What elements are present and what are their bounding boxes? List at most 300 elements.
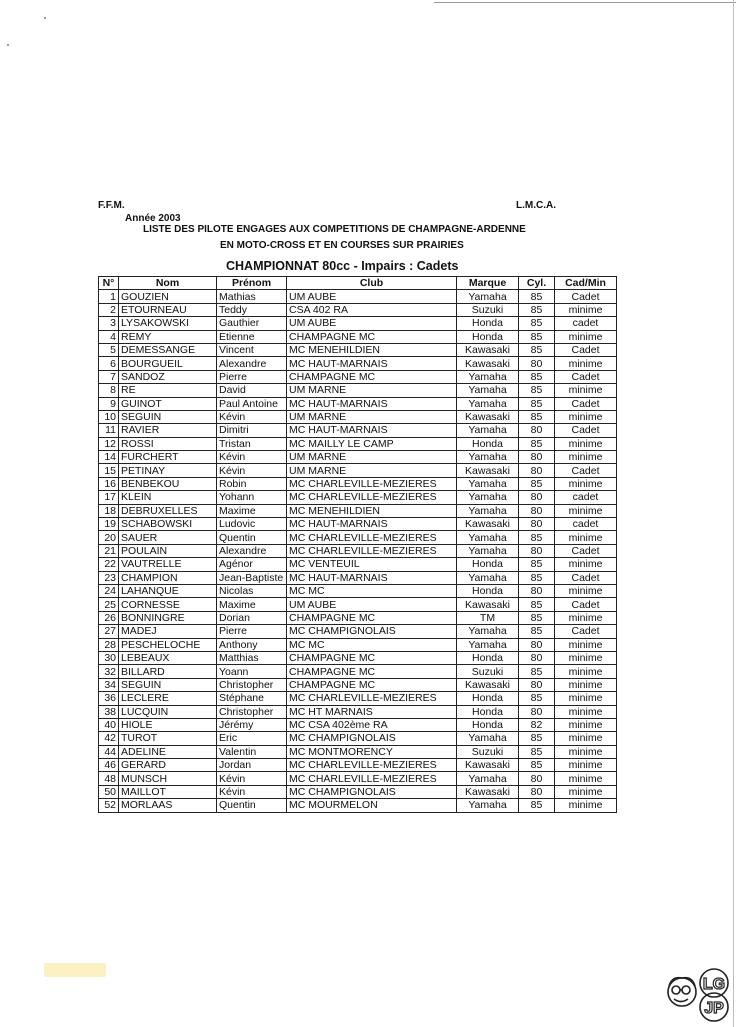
table-row — [99, 544, 617, 557]
rider-name: VAUTRELLE — [119, 558, 217, 571]
rider-club: UM AUBE — [287, 290, 457, 303]
table-row — [99, 718, 617, 731]
rider-category: minime — [555, 384, 617, 397]
rider-club: CHAMPAGNE MC — [287, 665, 457, 678]
rider-number: 50 — [99, 785, 119, 798]
rider-name: PETINAY — [119, 464, 217, 477]
bike-displacement: 85 — [519, 477, 555, 490]
rider-number: 7 — [99, 370, 119, 383]
rider-firstname: Dorian — [217, 611, 287, 624]
column-header-number: N° — [99, 277, 119, 290]
bike-displacement: 80 — [519, 424, 555, 437]
rider-number: 42 — [99, 732, 119, 745]
bike-displacement: 85 — [519, 732, 555, 745]
watermark-logo — [662, 966, 732, 1022]
rider-name: SAUER — [119, 531, 217, 544]
bike-displacement: 85 — [519, 317, 555, 330]
rider-name: LYSAKOWSKI — [119, 317, 217, 330]
rider-category: minime — [555, 718, 617, 731]
rider-number: 32 — [99, 665, 119, 678]
bike-brand: Honda — [457, 558, 519, 571]
rider-club: MC HAUT-MARNAIS — [287, 518, 457, 531]
bike-displacement: 80 — [519, 544, 555, 557]
table-row — [99, 799, 617, 812]
table-row — [99, 571, 617, 584]
rider-name: MORLAAS — [119, 799, 217, 812]
bike-displacement: 85 — [519, 571, 555, 584]
column-header-name: Nom — [119, 277, 217, 290]
rider-number: 19 — [99, 518, 119, 531]
table-row — [99, 343, 617, 356]
rider-name: TUROT — [119, 732, 217, 745]
bike-displacement: 80 — [519, 785, 555, 798]
rider-category: Cadet — [555, 397, 617, 410]
rider-number: 46 — [99, 759, 119, 772]
table-row — [99, 651, 617, 664]
rider-number: 6 — [99, 357, 119, 370]
rider-category: minime — [555, 638, 617, 651]
rider-firstname: Mathias — [217, 290, 287, 303]
rider-firstname: Pierre — [217, 625, 287, 638]
rider-firstname: Jordan — [217, 759, 287, 772]
rider-club: MC CHARLEVILLE-MEZIERES — [287, 759, 457, 772]
rider-number: 14 — [99, 451, 119, 464]
rider-club: MC CHAMPIGNOLAIS — [287, 732, 457, 745]
rider-number: 48 — [99, 772, 119, 785]
rider-club: MC CHARLEVILLE-MEZIERES — [287, 544, 457, 557]
rider-firstname: Gauthier — [217, 317, 287, 330]
table-row — [99, 290, 617, 303]
scan-speck — [44, 17, 46, 19]
rider-category: minime — [555, 665, 617, 678]
rider-category: minime — [555, 745, 617, 758]
bike-displacement: 85 — [519, 745, 555, 758]
rider-name: BOURGUEIL — [119, 357, 217, 370]
rider-number: 22 — [99, 558, 119, 571]
rider-club: MC CHAMPIGNOLAIS — [287, 625, 457, 638]
rider-club: CHAMPAGNE MC — [287, 330, 457, 343]
document-subtitle: EN MOTO-CROSS ET EN COURSES SUR PRAIRIES — [220, 240, 464, 251]
rider-firstname: Pierre — [217, 370, 287, 383]
rider-category: Cadet — [555, 571, 617, 584]
rider-firstname: Dimitri — [217, 424, 287, 437]
bike-displacement: 85 — [519, 303, 555, 316]
bike-displacement: 80 — [519, 772, 555, 785]
rider-name: LAHANQUE — [119, 584, 217, 597]
table-row — [99, 558, 617, 571]
rider-firstname: Robin — [217, 477, 287, 490]
bike-brand: Honda — [457, 692, 519, 705]
bike-displacement: 80 — [519, 504, 555, 517]
rider-name: GUINOT — [119, 397, 217, 410]
bike-displacement: 85 — [519, 437, 555, 450]
rider-category: Cadet — [555, 424, 617, 437]
rider-category: minime — [555, 785, 617, 798]
table-row — [99, 598, 617, 611]
table-row — [99, 464, 617, 477]
rider-category: minime — [555, 558, 617, 571]
rider-category: minime — [555, 692, 617, 705]
rider-name: LECLERE — [119, 692, 217, 705]
rider-number: 26 — [99, 611, 119, 624]
rider-club: MC HAUT-MARNAIS — [287, 357, 457, 370]
rider-club: MC CHARLEVILLE-MEZIERES — [287, 491, 457, 504]
glasses-right — [682, 986, 690, 994]
table-row — [99, 665, 617, 678]
bike-displacement: 80 — [519, 638, 555, 651]
rider-club: MC VENTEUIL — [287, 558, 457, 571]
paper-stain — [44, 963, 106, 977]
bike-brand: Honda — [457, 651, 519, 664]
league-label: L.M.C.A. — [516, 200, 556, 211]
rider-number: 24 — [99, 584, 119, 597]
rider-category: minime — [555, 678, 617, 691]
rider-name: SEGUIN — [119, 678, 217, 691]
rider-name: LUCQUIN — [119, 705, 217, 718]
rider-number: 38 — [99, 705, 119, 718]
table-row — [99, 397, 617, 410]
rider-category: Cadet — [555, 290, 617, 303]
riders-table — [98, 276, 617, 813]
scan-edge-right — [733, 0, 734, 1027]
championship-title: CHAMPIONNAT 80cc - Impairs : Cadets — [226, 259, 459, 273]
rider-category: minime — [555, 504, 617, 517]
rider-name: CORNESSE — [119, 598, 217, 611]
bike-displacement: 85 — [519, 665, 555, 678]
logo-letters-bottom: JP — [704, 1000, 724, 1017]
rider-category: minime — [555, 584, 617, 597]
rider-name: GOUZIEN — [119, 290, 217, 303]
year-label: Année 2003 — [125, 213, 181, 224]
rider-category: Cadet — [555, 598, 617, 611]
table-row — [99, 384, 617, 397]
rider-name: CHAMPION — [119, 571, 217, 584]
rider-name: ETOURNEAU — [119, 303, 217, 316]
rider-club: MC MENEHILDIEN — [287, 504, 457, 517]
rider-club: MC MC — [287, 638, 457, 651]
rider-category: minime — [555, 651, 617, 664]
rider-club: MC MAILLY LE CAMP — [287, 437, 457, 450]
bike-brand: Yamaha — [457, 625, 519, 638]
bike-displacement: 80 — [519, 518, 555, 531]
glasses-left — [672, 986, 680, 994]
bike-displacement: 85 — [519, 759, 555, 772]
bike-displacement: 82 — [519, 718, 555, 731]
rider-firstname: Quentin — [217, 799, 287, 812]
table-row — [99, 584, 617, 597]
bike-brand: Yamaha — [457, 504, 519, 517]
bike-brand: Yamaha — [457, 290, 519, 303]
rider-number: 12 — [99, 437, 119, 450]
rider-firstname: Anthony — [217, 638, 287, 651]
bike-brand: Yamaha — [457, 544, 519, 557]
rider-number: 44 — [99, 745, 119, 758]
rider-category: minime — [555, 705, 617, 718]
rider-firstname: Maxime — [217, 598, 287, 611]
bike-brand: Suzuki — [457, 665, 519, 678]
rider-club: CHAMPAGNE MC — [287, 370, 457, 383]
bike-brand: Yamaha — [457, 531, 519, 544]
rider-category: minime — [555, 611, 617, 624]
table-row — [99, 531, 617, 544]
bike-brand: Kawasaki — [457, 410, 519, 423]
rider-firstname: Teddy — [217, 303, 287, 316]
rider-club: MC HAUT-MARNAIS — [287, 397, 457, 410]
bike-brand: Honda — [457, 718, 519, 731]
bike-displacement: 85 — [519, 531, 555, 544]
rider-number: 36 — [99, 692, 119, 705]
bike-displacement: 85 — [519, 625, 555, 638]
rider-club: CSA 402 RA — [287, 303, 457, 316]
bike-brand: Kawasaki — [457, 343, 519, 356]
rider-club: CHAMPAGNE MC — [287, 651, 457, 664]
rider-firstname: Christopher — [217, 678, 287, 691]
bike-brand: Kawasaki — [457, 785, 519, 798]
rider-number: 3 — [99, 317, 119, 330]
bike-displacement: 85 — [519, 330, 555, 343]
rider-number: 18 — [99, 504, 119, 517]
rider-category: Cadet — [555, 370, 617, 383]
rider-number: 10 — [99, 410, 119, 423]
rider-firstname: Matthias — [217, 651, 287, 664]
table-body — [99, 290, 617, 812]
rider-firstname: Christopher — [217, 705, 287, 718]
rider-club: UM MARNE — [287, 410, 457, 423]
rider-firstname: Alexandre — [217, 357, 287, 370]
column-header-category: Cad/Min — [555, 277, 617, 290]
bike-brand: Yamaha — [457, 424, 519, 437]
rider-firstname: Maxime — [217, 504, 287, 517]
bike-brand: Yamaha — [457, 571, 519, 584]
rider-number: 34 — [99, 678, 119, 691]
rider-category: minime — [555, 759, 617, 772]
table-row — [99, 491, 617, 504]
rider-category: Cadet — [555, 464, 617, 477]
rider-club: UM AUBE — [287, 598, 457, 611]
rider-name: HIOLE — [119, 718, 217, 731]
bike-displacement: 85 — [519, 692, 555, 705]
table-row — [99, 370, 617, 383]
rider-club: CHAMPAGNE MC — [287, 678, 457, 691]
rider-firstname: Tristan — [217, 437, 287, 450]
rider-category: cadet — [555, 491, 617, 504]
bike-brand: Kawasaki — [457, 678, 519, 691]
rider-firstname: David — [217, 384, 287, 397]
rider-firstname: Paul Antoine — [217, 397, 287, 410]
table-row — [99, 732, 617, 745]
rider-club: MC MOURMELON — [287, 799, 457, 812]
rider-number: 27 — [99, 625, 119, 638]
rider-firstname: Vincent — [217, 343, 287, 356]
rider-category: minime — [555, 732, 617, 745]
bike-displacement: 85 — [519, 598, 555, 611]
bike-brand: TM — [457, 611, 519, 624]
rider-number: 2 — [99, 303, 119, 316]
bike-brand: Yamaha — [457, 732, 519, 745]
rider-club: UM AUBE — [287, 317, 457, 330]
bike-brand: Yamaha — [457, 370, 519, 383]
federation-label: F.F.M. — [98, 200, 125, 211]
rider-number: 21 — [99, 544, 119, 557]
bike-displacement: 85 — [519, 558, 555, 571]
bike-displacement: 80 — [519, 651, 555, 664]
rider-category: minime — [555, 330, 617, 343]
rider-name: SANDOZ — [119, 370, 217, 383]
rider-firstname: Jean-Baptiste — [217, 571, 287, 584]
rider-name: MAILLOT — [119, 785, 217, 798]
rider-category: minime — [555, 357, 617, 370]
rider-name: RAVIER — [119, 424, 217, 437]
rider-number: 28 — [99, 638, 119, 651]
rider-category: Cadet — [555, 625, 617, 638]
rider-category: minime — [555, 437, 617, 450]
rider-name: MADEJ — [119, 625, 217, 638]
bike-brand: Yamaha — [457, 772, 519, 785]
rider-category: minime — [555, 799, 617, 812]
table-row — [99, 705, 617, 718]
rider-number: 5 — [99, 343, 119, 356]
bike-brand: Honda — [457, 584, 519, 597]
rider-name: PESCHELOCHE — [119, 638, 217, 651]
rider-firstname: Eric — [217, 732, 287, 745]
rider-firstname: Jérémy — [217, 718, 287, 731]
bike-displacement: 85 — [519, 343, 555, 356]
bike-brand: Suzuki — [457, 745, 519, 758]
table-row — [99, 692, 617, 705]
rider-firstname: Agénor — [217, 558, 287, 571]
rider-number: 11 — [99, 424, 119, 437]
table-row — [99, 317, 617, 330]
rider-category: minime — [555, 531, 617, 544]
rider-firstname: Kévin — [217, 772, 287, 785]
rider-name: RE — [119, 384, 217, 397]
rider-firstname: Yohann — [217, 491, 287, 504]
scan-speck — [7, 44, 9, 46]
bike-displacement: 80 — [519, 678, 555, 691]
bike-brand: Kawasaki — [457, 518, 519, 531]
bike-displacement: 85 — [519, 370, 555, 383]
table-row — [99, 745, 617, 758]
rider-club: UM MARNE — [287, 451, 457, 464]
bike-displacement: 80 — [519, 357, 555, 370]
rider-club: UM MARNE — [287, 384, 457, 397]
table-row — [99, 303, 617, 316]
bike-displacement: 80 — [519, 584, 555, 597]
rider-name: REMY — [119, 330, 217, 343]
rider-firstname: Valentin — [217, 745, 287, 758]
table-row — [99, 611, 617, 624]
table-row — [99, 785, 617, 798]
bike-brand: Kawasaki — [457, 464, 519, 477]
rider-club: MC HAUT-MARNAIS — [287, 424, 457, 437]
rider-name: POULAIN — [119, 544, 217, 557]
rider-firstname: Kévin — [217, 464, 287, 477]
bike-brand: Kawasaki — [457, 357, 519, 370]
table-row — [99, 451, 617, 464]
rider-name: MUNSCH — [119, 772, 217, 785]
rider-name: SEGUIN — [119, 410, 217, 423]
rider-name: BILLARD — [119, 665, 217, 678]
rider-name: ROSSI — [119, 437, 217, 450]
bike-displacement: 85 — [519, 410, 555, 423]
bike-brand: Yamaha — [457, 384, 519, 397]
table-row — [99, 424, 617, 437]
rider-firstname: Stéphane — [217, 692, 287, 705]
rider-name: DEBRUXELLES — [119, 504, 217, 517]
rider-name: GERARD — [119, 759, 217, 772]
bike-brand: Kawasaki — [457, 759, 519, 772]
rider-club: MC HT MARNAIS — [287, 705, 457, 718]
logo-letters-top: LG — [702, 976, 726, 993]
table-row — [99, 330, 617, 343]
rider-club: MC CHARLEVILLE-MEZIERES — [287, 772, 457, 785]
rider-number: 25 — [99, 598, 119, 611]
rider-firstname: Nicolas — [217, 584, 287, 597]
rider-name: DEMESSANGE — [119, 343, 217, 356]
document-title: LISTE DES PILOTE ENGAGES AUX COMPETITIONS DE CHAMPAGNE-ARDENNE — [143, 224, 526, 235]
rider-name: BENBEKOU — [119, 477, 217, 490]
bike-displacement: 85 — [519, 384, 555, 397]
table-row — [99, 678, 617, 691]
rider-number: 23 — [99, 571, 119, 584]
rider-number: 4 — [99, 330, 119, 343]
rider-category: Cadet — [555, 544, 617, 557]
rider-name: KLEIN — [119, 491, 217, 504]
column-header-brand: Marque — [457, 277, 519, 290]
rider-firstname: Ludovic — [217, 518, 287, 531]
rider-club: MC MENEHILDIEN — [287, 343, 457, 356]
column-header-firstname: Prénom — [217, 277, 287, 290]
table-row — [99, 437, 617, 450]
rider-category: cadet — [555, 317, 617, 330]
table-row — [99, 357, 617, 370]
rider-category: minime — [555, 772, 617, 785]
bike-brand: Honda — [457, 317, 519, 330]
rider-name: BONNINGRE — [119, 611, 217, 624]
rider-category: Cadet — [555, 343, 617, 356]
bike-brand: Suzuki — [457, 303, 519, 316]
rider-club: MC CHAMPIGNOLAIS — [287, 785, 457, 798]
rider-club: MC CSA 402ème RA — [287, 718, 457, 731]
table-row — [99, 518, 617, 531]
bike-brand: Honda — [457, 330, 519, 343]
rider-number: 8 — [99, 384, 119, 397]
table-row — [99, 638, 617, 651]
bike-displacement: 85 — [519, 611, 555, 624]
bike-displacement: 80 — [519, 491, 555, 504]
rider-club: MC HAUT-MARNAIS — [287, 571, 457, 584]
column-header-club: Club — [287, 277, 457, 290]
bike-brand: Yamaha — [457, 451, 519, 464]
rider-number: 40 — [99, 718, 119, 731]
rider-category: minime — [555, 477, 617, 490]
rider-firstname: Quentin — [217, 531, 287, 544]
rider-club: UM MARNE — [287, 464, 457, 477]
rider-number: 1 — [99, 290, 119, 303]
bike-brand: Yamaha — [457, 799, 519, 812]
table-header-row — [99, 277, 617, 290]
rider-name: FURCHERT — [119, 451, 217, 464]
bike-brand: Yamaha — [457, 397, 519, 410]
rider-category: cadet — [555, 518, 617, 531]
table-row — [99, 625, 617, 638]
rider-firstname: Alexandre — [217, 544, 287, 557]
rider-number: 16 — [99, 477, 119, 490]
column-header-displacement: Cyl. — [519, 277, 555, 290]
rider-number: 9 — [99, 397, 119, 410]
rider-number: 15 — [99, 464, 119, 477]
rider-firstname: Etienne — [217, 330, 287, 343]
